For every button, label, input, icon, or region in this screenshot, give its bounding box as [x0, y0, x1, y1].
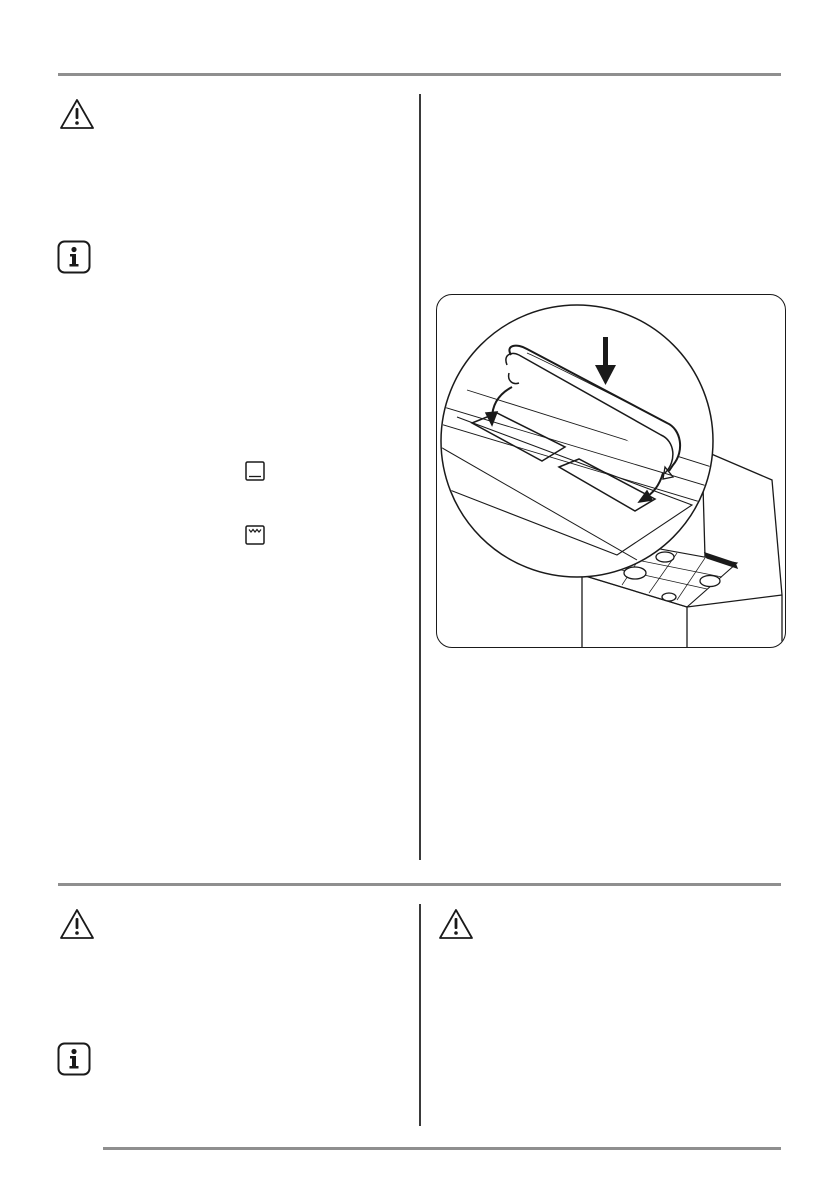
lid-hinge-illustration — [436, 294, 786, 648]
warning-triangle-icon — [58, 907, 96, 946]
warning-triangle-icon — [58, 97, 96, 136]
top-rule — [58, 73, 781, 76]
bottom-rule — [103, 1147, 781, 1150]
info-icon — [57, 240, 91, 279]
info-icon — [57, 1042, 91, 1081]
middle-rule — [58, 883, 781, 886]
warning-triangle-icon — [437, 907, 475, 946]
column-divider-upper — [419, 94, 421, 860]
column-divider-lower — [419, 904, 421, 1126]
oven-symbol-top-heat-icon — [245, 525, 265, 550]
magnified-detail — [437, 305, 737, 577]
oven-symbol-plain-icon — [245, 461, 265, 486]
